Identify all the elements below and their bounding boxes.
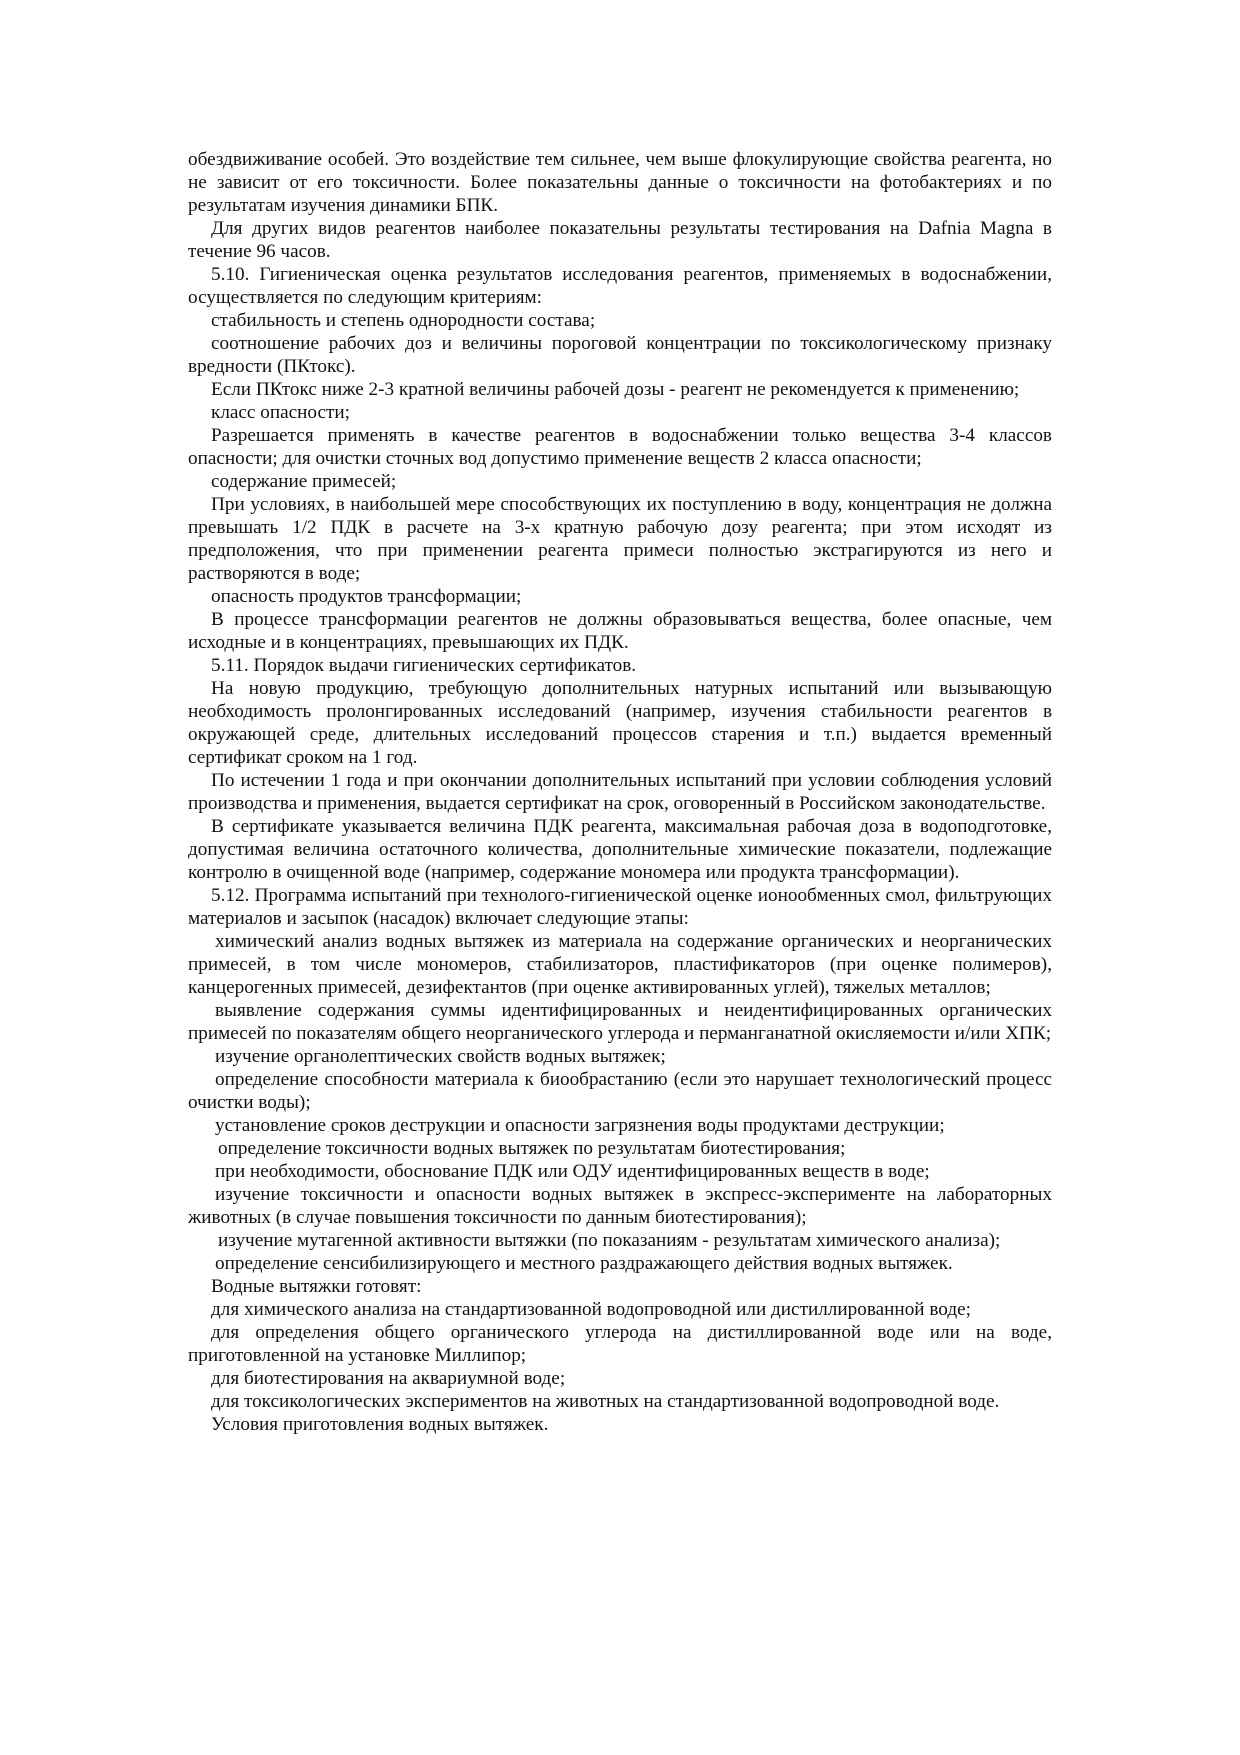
criterion-dose-ratio: соотношение рабочих доз и величины пороговой концентрации по токсикологическому признаку вредности (ПКтокс).: [188, 333, 1052, 377]
stage-biofouling: определение способности материала к биообрастанию (если это нарушает технологический процесс очистки воды);: [188, 1069, 1052, 1113]
stage-pdk-justification: при необходимости, обоснование ПДК или ОДУ идентифицированных веществ в воде;: [215, 1161, 930, 1182]
paragraph-section-5-10: 5.10. Гигиеническая оценка результатов исследования реагентов, применяемых в водоснабжении, осуществляется по следующим критериям:: [188, 264, 1052, 308]
stage-chemical-analysis: химический анализ водных вытяжек из материала на содержание органических и неорганических примесей, в том числе мономеров, стабилизаторов, пластификаторов (при оценке полимеров), канцерогенных примесей, дезифектантов (при оценке активированных углей), тяжелых металлов;: [188, 931, 1052, 998]
criterion-impurities: содержание примесей;: [211, 471, 397, 492]
stage-organic-impurities: выявление содержания суммы идентифицированных и неидентифицированных органических примесей по показателям общего неорганического углерода и перманганатной окисляемости и/или ХПК;: [188, 1000, 1052, 1044]
stage-sensitizing-action: определение сенсибилизирующего и местного раздражающего действия водных вытяжек.: [215, 1253, 953, 1274]
extract-organic-carbon: для определения общего органического углерода на дистиллированной воде или на воде, приготовленной на установке Миллипор;: [188, 1322, 1052, 1366]
criterion-hazard-class: класс опасности;: [211, 402, 350, 423]
stage-destruction: установление сроков деструкции и опасности загрязнения воды продуктами деструкции;: [215, 1115, 945, 1136]
paragraph-transformation-rule: В процессе трансформации реагентов не должны образовываться вещества, более опасные, чем исходные и в концентрациях, превышающих их ПДК.: [188, 609, 1052, 653]
stage-mutagenic-activity: изучение мутагенной активности вытяжки (по показаниям - результатам химического анализа);: [218, 1230, 1001, 1251]
paragraph-section-5-12: 5.12. Программа испытаний при технолого-гигиенической оценке ионообменных смол, фильтрующих материалов и засыпок (насадок) включает следующие этапы:: [188, 885, 1052, 929]
extract-toxicology: для токсикологических экспериментов на животных на стандартизованной водопроводной воде.: [211, 1391, 1000, 1412]
paragraph-temporary-certificate: На новую продукцию, требующую дополнительных натурных испытаний или вызывающую необходимость пролонгированных исследований (например, изучения стабильности реагентов в окружающей среде, длительных исследований процессов старения и т.п.) выдается временный сертификат сроком на 1 год.: [188, 678, 1052, 768]
stage-biotesting: определение токсичности водных вытяжек по результатам биотестирования;: [218, 1138, 846, 1159]
criterion-transformation-products: опасность продуктов трансформации;: [211, 586, 522, 607]
paragraph-extracts-prepared: Водные вытяжки готовят:: [211, 1276, 422, 1297]
stage-organoleptic: изучение органолептических свойств водных вытяжек;: [215, 1046, 666, 1067]
paragraph-certificate-term: По истечении 1 года и при окончании дополнительных испытаний при условии соблюдения условий производства и применения, выдается сертификат на срок, оговоренный в Российском законодательстве.: [188, 770, 1052, 814]
paragraph-hazard-class-rule: Разрешается применять в качестве реагентов в водоснабжении только вещества 3-4 классов опасности; для очистки сточных вод допустимо применение веществ 2 класса опасности;: [188, 425, 1052, 469]
paragraph-pktoks-rule: Если ПКтокс ниже 2-3 кратной величины рабочей дозы - реагент не рекомендуется к применению;: [211, 379, 1020, 400]
paragraph-intro: обездвиживание особей. Это воздействие тем сильнее, чем выше флокулирующие свойства реагента, но не зависит от его токсичности. Более показательны данные о токсичности на фотобактериях и по результатам изучения динамики БПК.: [188, 149, 1052, 216]
paragraph-certificate-content: В сертификате указывается величина ПДК реагента, максимальная рабочая доза в водоподготовке, допустимая величина остаточного количества, дополнительные химические показатели, подлежащие контролю в очищенной воде (например, содержание мономера или продукта трансформации).: [188, 816, 1052, 883]
paragraph-impurities-rule: При условиях, в наибольшей мере способствующих их поступлению в воду, концентрация не должна превышать 1/2 ПДК в расчете на 3-х кратную рабочую дозу реагента; при этом исходят из предположения, что при применении реагента примеси полностью экстрагируются из него и растворяются в воде;: [188, 494, 1052, 584]
criterion-stability: стабильность и степень однородности состава;: [211, 310, 596, 331]
paragraph-section-5-11: 5.11. Порядок выдачи гигиенических сертификатов.: [211, 655, 637, 676]
extract-chemical-analysis: для химического анализа на стандартизованной водопроводной или дистиллированной воде;: [211, 1299, 971, 1320]
paragraph-dafnia-testing: Для других видов реагентов наиболее показательны результаты тестирования на Dafnia Magna в течение 96 часов.: [188, 218, 1052, 262]
paragraph-extract-conditions: Условия приготовления водных вытяжек.: [211, 1414, 549, 1435]
extract-biotesting: для биотестирования на аквариумной воде;: [211, 1368, 566, 1389]
document-page: [188, 148, 1052, 1436]
stage-animal-experiment: изучение токсичности и опасности водных вытяжек в экспресс-эксперименте на лабораторных животных (в случае повышения токсичности по данным биотестирования);: [188, 1184, 1052, 1228]
